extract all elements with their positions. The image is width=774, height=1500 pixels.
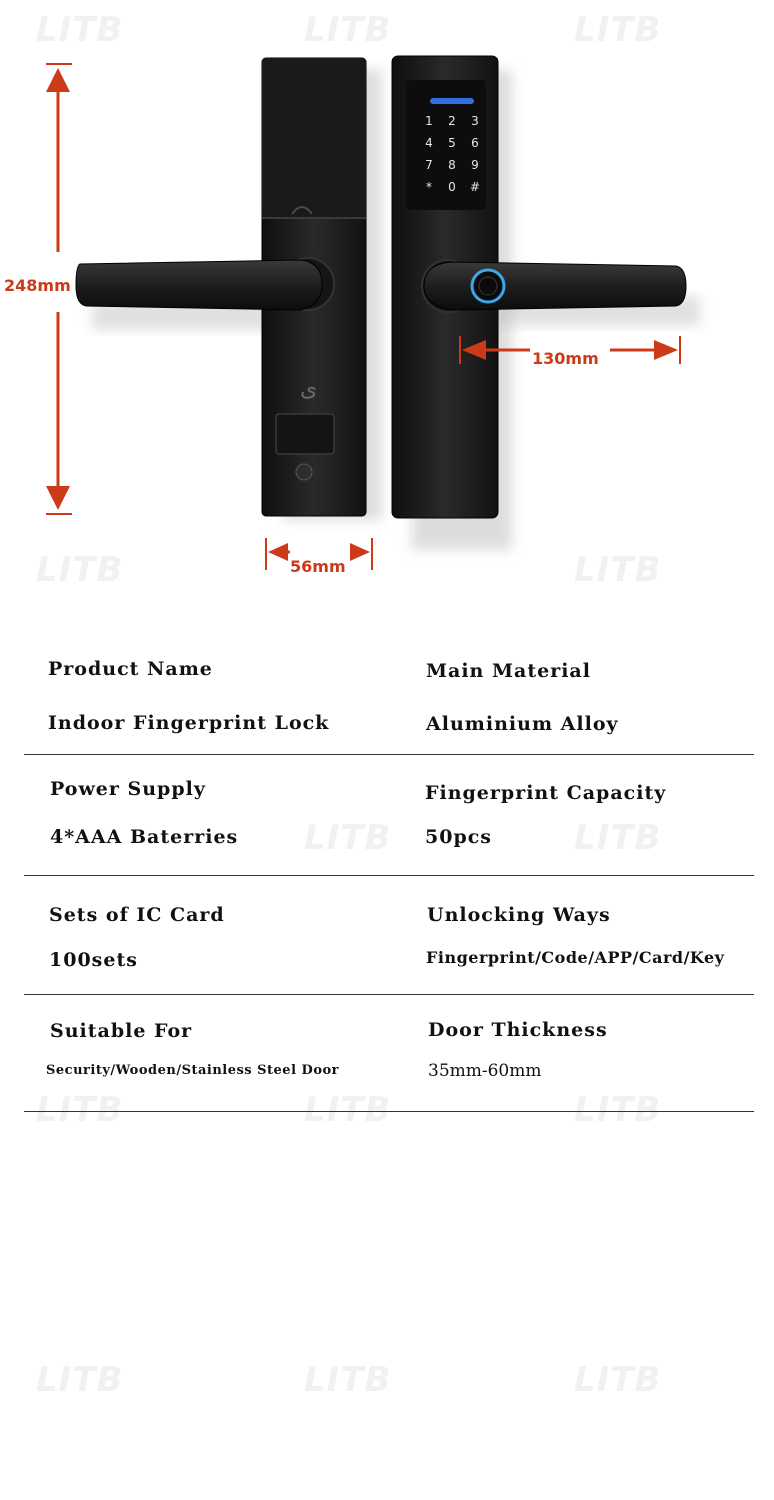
fingerprint-sensor-icon xyxy=(472,270,504,302)
product-name-value: Indoor Fingerprint Lock xyxy=(48,712,330,734)
unlocking-ways-label: Unlocking Ways xyxy=(427,904,611,926)
width-label: 56mm xyxy=(290,557,346,576)
keyhole-icon xyxy=(296,464,312,480)
keypad-key: 3 xyxy=(471,114,479,128)
battery-cover xyxy=(276,414,334,454)
power-supply-value: 4*AAA Baterries xyxy=(50,826,239,848)
width-dimension xyxy=(266,538,372,576)
watermark: LITB xyxy=(36,550,124,590)
suitable-for-value: Security/Wooden/Stainless Steel Door xyxy=(46,1063,340,1078)
outer-handle xyxy=(422,260,686,312)
arrow-right-icon xyxy=(654,340,678,360)
keypad-key: 9 xyxy=(471,158,479,172)
height-label: 248mm xyxy=(4,276,71,295)
keypad-key: 6 xyxy=(471,136,479,150)
keypad-key: 2 xyxy=(448,114,456,128)
spec-row xyxy=(24,876,754,995)
door-thickness-value: 35mm-60mm xyxy=(428,1061,542,1081)
spec-table xyxy=(24,636,754,1112)
keypad-key: 0 xyxy=(448,180,456,194)
keypad-key: 8 xyxy=(448,158,456,172)
product-dimension-figure xyxy=(0,0,774,600)
arrow-down-icon xyxy=(46,486,70,510)
arrow-up-icon xyxy=(46,68,70,92)
arrow-right-icon xyxy=(350,543,370,561)
unlocking-ways-value: Fingerprint/Code/APP/Card/Key xyxy=(426,948,725,967)
ic-card-sets-label: Sets of IC Card xyxy=(49,904,225,926)
spec-row xyxy=(24,995,754,1112)
main-material-label: Main Material xyxy=(426,660,591,682)
watermark: LITB xyxy=(574,1090,662,1130)
main-material-value: Aluminium Alloy xyxy=(426,713,619,735)
watermark: LITB xyxy=(36,10,124,50)
watermark: LITB xyxy=(304,1360,392,1400)
watermark: LITB xyxy=(574,10,662,50)
watermark: LITB xyxy=(574,1360,662,1400)
spec-row xyxy=(24,636,754,755)
power-supply-label: Power Supply xyxy=(50,778,206,800)
arrow-left-icon xyxy=(268,543,288,561)
watermark: LITB xyxy=(36,1360,124,1400)
watermark: LITB xyxy=(304,10,392,50)
watermark: LITB xyxy=(304,818,392,858)
keypad-key: * xyxy=(426,180,432,194)
handle-length-label: 130mm xyxy=(532,349,599,368)
height-dimension xyxy=(4,64,72,514)
spec-row xyxy=(24,755,754,876)
inner-handle xyxy=(76,258,334,310)
status-indicator-bar xyxy=(430,98,474,104)
suitable-for-label: Suitable For xyxy=(50,1020,193,1042)
keypad-key: # xyxy=(469,180,481,194)
door-thickness-label: Door Thickness xyxy=(428,1019,608,1041)
watermark: LITB xyxy=(574,818,662,858)
keypad-key: 1 xyxy=(425,114,433,128)
keypad-key: 4 xyxy=(425,136,433,150)
watermark: LITB xyxy=(574,550,662,590)
fingerprint-capacity-value: 50pcs xyxy=(425,826,492,848)
ic-card-sets-value: 100sets xyxy=(49,949,138,971)
keypad-key: 7 xyxy=(425,158,433,172)
fingerprint-capacity-label: Fingerprint Capacity xyxy=(425,782,667,804)
watermark: LITB xyxy=(304,1090,392,1130)
product-name-label: Product Name xyxy=(48,658,213,680)
keypad-key: 5 xyxy=(448,136,456,150)
thumb-turn-icon: ى xyxy=(300,377,318,402)
watermark: LITB xyxy=(36,1090,124,1130)
